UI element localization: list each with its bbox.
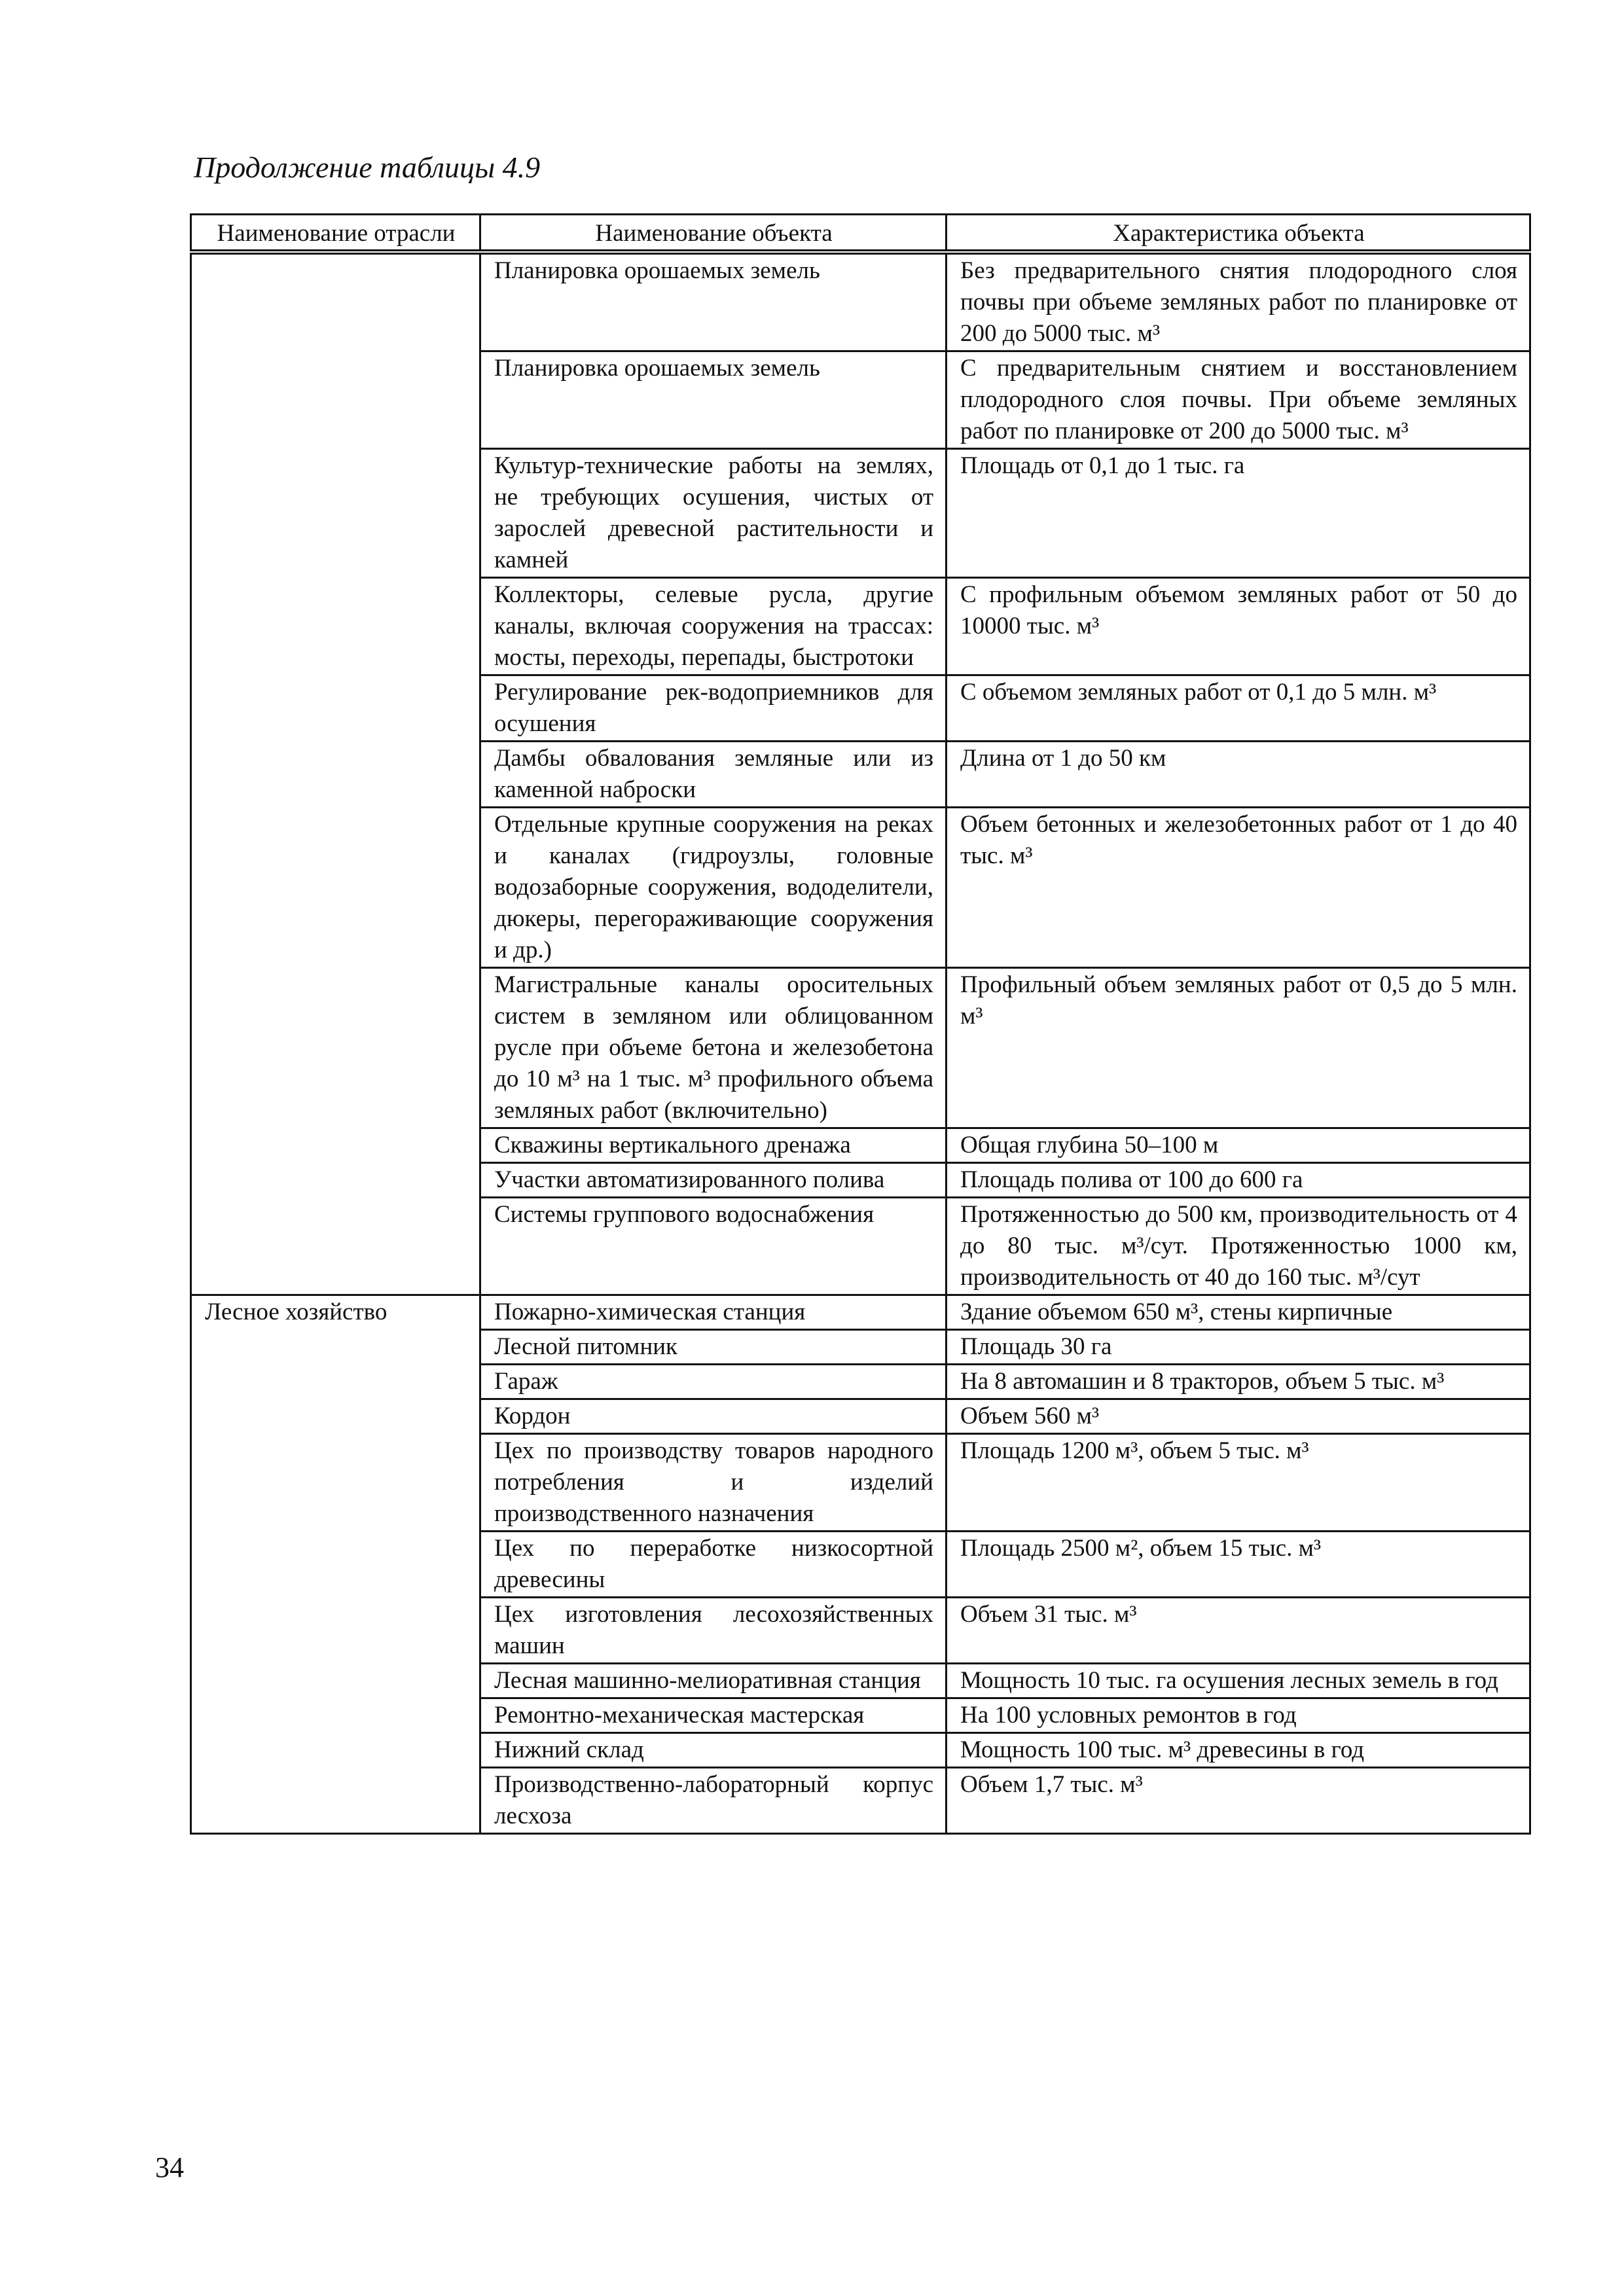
object-name-cell: Коллекторы, селевые русла, другие каналы, включая сооружения на трассах: мосты, переходы, перепады, быстротоки [480, 578, 947, 675]
object-name-cell: Планировка орошаемых земель [480, 252, 947, 351]
object-name-cell: Пожарно-химическая станция [480, 1295, 947, 1330]
object-name-cell: Планировка орошаемых земель [480, 351, 947, 449]
object-name-cell: Участки автоматизированного полива [480, 1163, 947, 1198]
object-name-cell: Цех по производству товаров народного потребления и изделий производственного назначения [480, 1434, 947, 1532]
characteristic-cell: Объем 560 м³ [947, 1399, 1530, 1434]
characteristic-cell: Объем бетонных и железобетонных работ от 1 до 40 тыс. м³ [947, 808, 1530, 968]
characteristic-cell: Площадь от 0,1 до 1 тыс. га [947, 449, 1530, 578]
table-header [191, 215, 1530, 253]
characteristic-cell: Мощность 100 тыс. м³ древесины в год [947, 1733, 1530, 1768]
object-name-cell: Ремонтно-механическая мастерская [480, 1698, 947, 1733]
data-table [190, 213, 1531, 1835]
object-name-cell: Скважины вертикального дренажа [480, 1128, 947, 1163]
object-name-cell: Магистральные каналы оросительных систем в земляном или облицованном русле при объеме бетона и железобетона до 10 м³ на 1 тыс. м³ профильного объема земляных работ (включительно) [480, 968, 947, 1128]
object-name-cell: Дамбы обвалования земляные или из каменной наброски [480, 742, 947, 808]
table-caption: Продолжение таблицы 4.9 [194, 151, 541, 184]
characteristic-cell: Профильный объем земляных работ от 0,5 до 5 млн. м³ [947, 968, 1530, 1128]
characteristic-cell: С профильным объемом земляных работ от 50 до 10000 тыс. м³ [947, 578, 1530, 675]
characteristic-cell: С объемом земляных работ от 0,1 до 5 млн. м³ [947, 675, 1530, 742]
table-row [191, 1295, 1530, 1330]
object-name-cell: Кордон [480, 1399, 947, 1434]
object-name-cell: Нижний склад [480, 1733, 947, 1768]
object-name-cell: Отдельные крупные сооружения на реках и каналах (гидроузлы, головные водозаборные сооружения, вододелители, дюкеры, перегораживающие сооружения и др.) [480, 808, 947, 968]
header-object: Наименование объекта [480, 215, 947, 253]
characteristic-cell: На 100 условных ремонтов в год [947, 1698, 1530, 1733]
header-row [191, 215, 1530, 253]
characteristic-cell: Объем 1,7 тыс. м³ [947, 1768, 1530, 1834]
characteristic-cell: Площадь 2500 м², объем 15 тыс. м³ [947, 1532, 1530, 1598]
industry-cell: Лесное хозяйство [191, 1295, 480, 1834]
object-name-cell: Цех изготовления лесохозяйственных машин [480, 1598, 947, 1664]
table-body [191, 252, 1530, 1834]
characteristic-cell: Площадь 1200 м³, объем 5 тыс. м³ [947, 1434, 1530, 1532]
characteristic-cell: Площадь 30 га [947, 1330, 1530, 1365]
page-number: 34 [155, 2151, 184, 2183]
characteristic-cell: На 8 автомашин и 8 тракторов, объем 5 тыс. м³ [947, 1365, 1530, 1399]
object-name-cell: Регулирование рек-водоприемников для осушения [480, 675, 947, 742]
object-name-cell: Цех по переработке низкосортной древесины [480, 1532, 947, 1598]
table-row [191, 252, 1530, 351]
industry-cell [191, 252, 480, 1295]
characteristic-cell: Протяженностью до 500 км, производительность от 4 до 80 тыс. м³/сут. Протяженностью 1000 км, производительность от 40 до 160 тыс. м³/сут [947, 1198, 1530, 1295]
object-name-cell: Лесная машинно-мелиоративная станция [480, 1664, 947, 1698]
characteristic-cell: Без предварительного снятия плодородного слоя почвы при объеме земляных работ по планировке от 200 до 5000 тыс. м³ [947, 252, 1530, 351]
characteristic-cell: Мощность 10 тыс. га осушения лесных земель в год [947, 1664, 1530, 1698]
characteristic-cell: Длина от 1 до 50 км [947, 742, 1530, 808]
header-characteristic: Характеристика объекта [947, 215, 1530, 253]
characteristic-cell: С предварительным снятием и восстановлением плодородного слоя почвы. При объеме земляных работ по планировке от 200 до 5000 тыс. м³ [947, 351, 1530, 449]
object-name-cell: Производственно-лабораторный корпус лесхоза [480, 1768, 947, 1834]
header-industry: Наименование отрасли [191, 215, 480, 253]
object-name-cell: Гараж [480, 1365, 947, 1399]
characteristic-cell: Здание объемом 650 м³, стены кирпичные [947, 1295, 1530, 1330]
object-name-cell: Лесной питомник [480, 1330, 947, 1365]
characteristic-cell: Объем 31 тыс. м³ [947, 1598, 1530, 1664]
object-name-cell: Культур-технические работы на землях, не требующих осушения, чистых от зарослей древесной растительности и камней [480, 449, 947, 578]
characteristic-cell: Общая глубина 50–100 м [947, 1128, 1530, 1163]
characteristic-cell: Площадь полива от 100 до 600 га [947, 1163, 1530, 1198]
object-name-cell: Системы группового водоснабжения [480, 1198, 947, 1295]
